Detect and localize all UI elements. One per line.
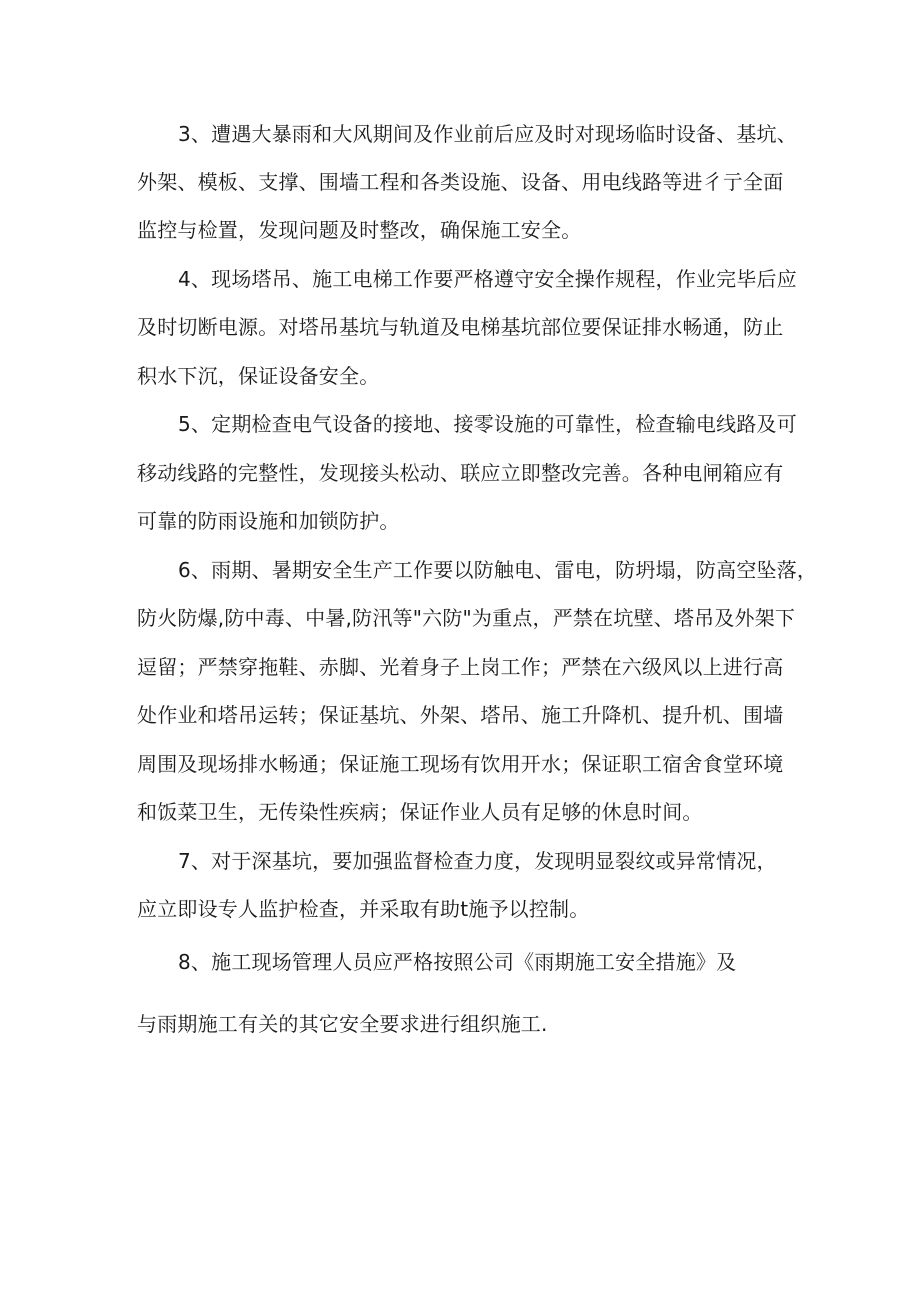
paragraph-6-line-3: 逗留；严禁穿拖鞋、赤脚、光着身子上岗工作；严禁在六级风以上进行高 [137, 655, 784, 679]
paragraph-8-line-2: 与雨期施工有关的其它安全要求进行组织施工. [137, 1012, 548, 1036]
paragraph-6-line-6: 和饭菜卫生，无传染性疾病；保证作业人员有足够的休息时间。 [137, 800, 703, 824]
paragraph-6-line-2: 防火防爆,防中毒、中暑,防汛等"六防"为重点，严禁在坑壁、塔吊及外架下 [137, 606, 796, 630]
paragraph-3-line-2: 外架、模板、支撑、围墙工程和各类设施、设备、用电线路等进彳亍全面 [137, 170, 784, 194]
paragraph-6-line-4: 处作业和塔吊运转；保证基坑、外架、塔吊、施工升降机、提升机、围墙 [137, 703, 784, 727]
paragraph-4-line-1: 4、现场塔吊、施工电梯工作要严格遵守安全操作规程，作业完毕后应 [178, 267, 797, 291]
paragraph-4-line-2: 及时切断电源。对塔吊基坑与轨道及电梯基坑部位要保证排水畅通，防止 [137, 315, 784, 339]
paragraph-5-line-1: 5、定期检查电气设备的接地、接零设施的可靠性，检查输电线路及可 [178, 412, 797, 436]
paragraph-4-line-3: 积水下沉，保证设备安全。 [137, 364, 380, 388]
paragraph-5-line-2: 移动线路的完整性，发现接头松动、联应立即整改完善。各种电闸箱应有 [137, 461, 784, 485]
paragraph-6-line-1: 6、雨期、暑期安全生产工作要以防触电、雷电，防坍塌，防高空坠落， [178, 558, 818, 582]
paragraph-6-line-5: 周围及现场排水畅通；保证施工现场有饮用开水；保证职工宿舍食堂环境 [137, 752, 784, 776]
paragraph-8-line-1: 8、施工现场管理人员应严格按照公司《雨期施工安全措施》及 [178, 950, 737, 974]
paragraph-3-line-1: 3、遭遇大暴雨和大风期间及作业前后应及时对现场临时设备、基坑、 [178, 122, 797, 146]
paragraph-3-line-3: 监控与检置，发现问题及时整改，确保施工安全。 [137, 218, 582, 242]
paragraph-5-line-3: 可靠的防雨设施和加锁防护。 [137, 509, 400, 533]
paragraph-7-line-1: 7、对于深基坑，要加强监督检查力度，发现明显裂纹或异常情况， [178, 849, 777, 873]
paragraph-7-line-2: 应立即设专人监护检查，并采取有助t施予以控制。 [137, 897, 590, 921]
